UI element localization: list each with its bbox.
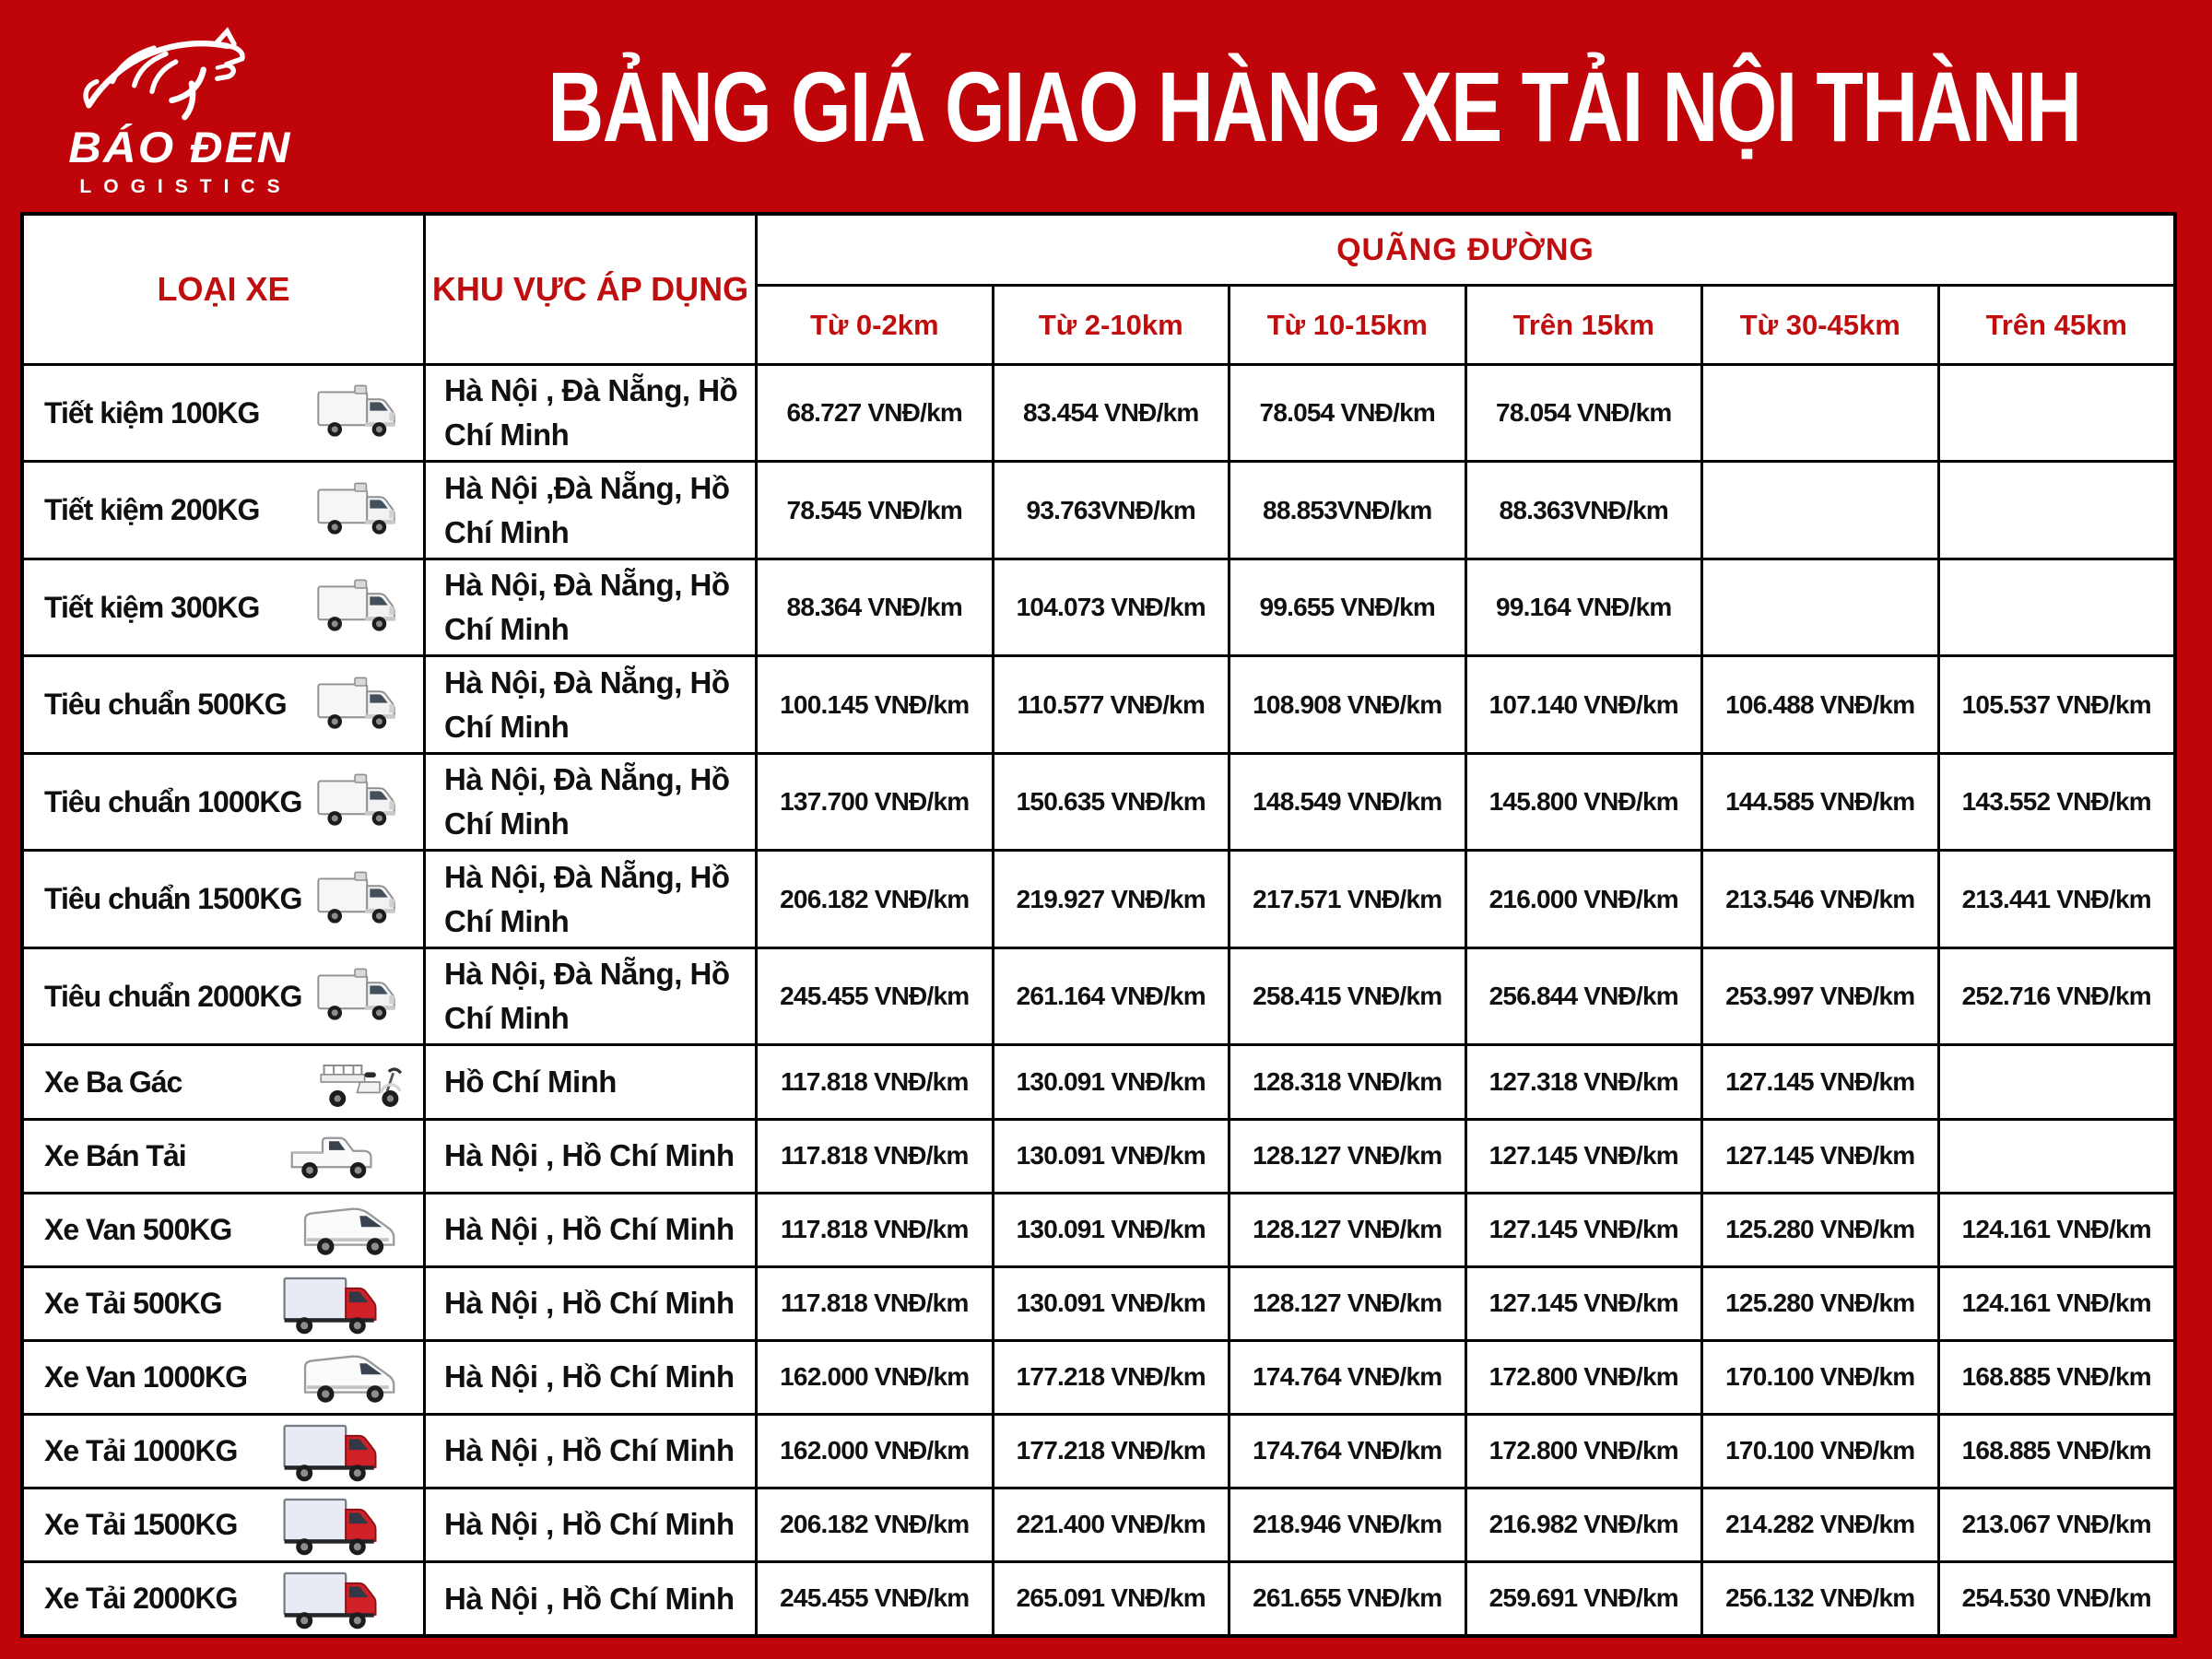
price-cell: 128.127 VNĐ/km <box>1230 1121 1465 1192</box>
price-cell: 68.727 VNĐ/km <box>758 366 992 460</box>
price-cell: 218.946 VNĐ/km <box>1230 1489 1465 1560</box>
vehicle-cell <box>24 657 423 752</box>
price-cell: 127.145 VNĐ/km <box>1467 1121 1701 1192</box>
price-cell: 265.091 VNĐ/km <box>994 1563 1229 1634</box>
price-cell: 124.161 VNĐ/km <box>1940 1194 2174 1265</box>
van-icon <box>294 1343 408 1411</box>
price-cell: 144.585 VNĐ/km <box>1703 755 1937 849</box>
price-cell: 105.537 VNĐ/km <box>1940 657 2174 752</box>
price-cell: 130.091 VNĐ/km <box>994 1268 1229 1339</box>
distance-col-header-0: Từ 0-2km <box>758 287 992 363</box>
vehicle-name: Tiêu chuẩn 1500KG <box>44 882 302 916</box>
price-cell: 137.700 VNĐ/km <box>758 755 992 849</box>
vehicle-name: Tiêu chuẩn 2000KG <box>44 979 302 1013</box>
region-cell: Hà Nội, Đà Nẵng, Hồ Chí Minh <box>426 560 755 655</box>
vehicle-cell <box>24 1489 423 1560</box>
vehicle-name: Tiêu chuẩn 500KG <box>44 688 287 722</box>
vehicle-name: Xe Bán Tải <box>44 1138 186 1172</box>
price-cell: 261.655 VNĐ/km <box>1230 1563 1465 1634</box>
price-cell <box>1940 1046 2174 1117</box>
distance-col-header-3: Trên 15km <box>1467 287 1701 363</box>
price-cell: 245.455 VNĐ/km <box>758 1563 992 1634</box>
price-cell: 143.552 VNĐ/km <box>1940 755 2174 849</box>
region-cell: Hà Nội , Hồ Chí Minh <box>426 1416 755 1487</box>
region-cell: Hà Nội , Hồ Chí Minh <box>426 1563 755 1634</box>
vehicle-cell <box>24 1121 423 1192</box>
vehicle-name: Xe Tải 1500KG <box>44 1507 238 1541</box>
price-cell: 150.635 VNĐ/km <box>994 755 1229 849</box>
brand-tagline: LOGISTICS <box>79 175 292 197</box>
price-cell <box>1940 1121 2174 1192</box>
price-cell: 213.441 VNĐ/km <box>1940 852 2174 947</box>
vehicle-name: Tiết kiệm 200KG <box>44 493 260 527</box>
price-cell: 254.530 VNĐ/km <box>1940 1563 2174 1634</box>
price-cell: 130.091 VNĐ/km <box>994 1121 1229 1192</box>
box-truck-red-icon <box>253 1270 408 1336</box>
vehicle-name: Xe Tải 1000KG <box>44 1433 238 1467</box>
page-title: BẢNG GIÁ GIAO HÀNG XE TẢI NỘI THÀNH <box>547 50 2081 162</box>
region-column-header: KHU VỰC ÁP DỤNG <box>426 216 755 363</box>
price-cell: 172.800 VNĐ/km <box>1467 1416 1701 1487</box>
box-truck-red-icon <box>253 1491 408 1558</box>
vehicle-cell <box>24 949 423 1044</box>
price-cell: 216.000 VNĐ/km <box>1467 852 1701 947</box>
price-cell: 170.100 VNĐ/km <box>1703 1342 1937 1413</box>
vehicle-name: Xe Van 1000KG <box>44 1359 248 1394</box>
box-truck-white-icon <box>314 770 408 834</box>
region-cell: Hồ Chí Minh <box>426 1046 755 1117</box>
price-cell: 252.716 VNĐ/km <box>1940 949 2174 1044</box>
box-truck-white-icon <box>314 575 408 640</box>
box-truck-white-icon <box>314 381 408 445</box>
price-cell: 162.000 VNĐ/km <box>758 1416 992 1487</box>
vehicle-cell <box>24 1342 423 1413</box>
panther-logo-icon <box>65 20 295 129</box>
vehicle-cell <box>24 463 423 558</box>
price-cell: 130.091 VNĐ/km <box>994 1046 1229 1117</box>
price-cell: 177.218 VNĐ/km <box>994 1342 1229 1413</box>
distance-col-header-1: Từ 2-10km <box>994 287 1229 363</box>
vehicle-cell <box>24 755 423 849</box>
price-cell: 168.885 VNĐ/km <box>1940 1416 2174 1487</box>
region-cell: Hà Nội, Đà Nẵng, Hồ Chí Minh <box>426 949 755 1044</box>
vehicle-cell <box>24 852 423 947</box>
price-cell: 128.127 VNĐ/km <box>1230 1194 1465 1265</box>
price-cell: 206.182 VNĐ/km <box>758 852 992 947</box>
price-cell: 128.318 VNĐ/km <box>1230 1046 1465 1117</box>
vehicle-column-header: LOẠI XE <box>24 216 423 363</box>
price-cell: 127.145 VNĐ/km <box>1703 1121 1937 1192</box>
region-cell: Hà Nội , Hồ Chí Minh <box>426 1489 755 1560</box>
vehicle-name: Xe Tải 500KG <box>44 1286 222 1320</box>
price-cell: 117.818 VNĐ/km <box>758 1046 992 1117</box>
pickup-icon <box>263 1124 408 1188</box>
vehicle-cell <box>24 560 423 655</box>
price-cell: 127.145 VNĐ/km <box>1703 1046 1937 1117</box>
region-cell: Hà Nội , Hồ Chí Minh <box>426 1342 755 1413</box>
price-cell: 256.132 VNĐ/km <box>1703 1563 1937 1634</box>
price-cell: 245.455 VNĐ/km <box>758 949 992 1044</box>
price-cell: 78.054 VNĐ/km <box>1230 366 1465 460</box>
price-cell: 174.764 VNĐ/km <box>1230 1342 1465 1413</box>
region-cell: Hà Nội , Hồ Chí Minh <box>426 1121 755 1192</box>
price-cell: 206.182 VNĐ/km <box>758 1489 992 1560</box>
price-cell: 216.982 VNĐ/km <box>1467 1489 1701 1560</box>
price-cell: 99.164 VNĐ/km <box>1467 560 1701 655</box>
box-truck-white-icon <box>314 478 408 543</box>
region-cell: Hà Nội , Hồ Chí Minh <box>426 1268 755 1339</box>
price-cell: 130.091 VNĐ/km <box>994 1194 1229 1265</box>
header-banner <box>0 0 2212 212</box>
van-icon <box>294 1195 408 1264</box>
vehicle-cell <box>24 1194 423 1265</box>
price-cell: 162.000 VNĐ/km <box>758 1342 992 1413</box>
price-cell <box>1940 366 2174 460</box>
price-cell: 145.800 VNĐ/km <box>1467 755 1701 849</box>
vehicle-cell <box>24 1046 423 1117</box>
price-cell: 128.127 VNĐ/km <box>1230 1268 1465 1339</box>
price-cell: 256.844 VNĐ/km <box>1467 949 1701 1044</box>
trike-icon <box>318 1051 408 1113</box>
price-cell: 78.545 VNĐ/km <box>758 463 992 558</box>
price-cell: 214.282 VNĐ/km <box>1703 1489 1937 1560</box>
price-cell: 107.140 VNĐ/km <box>1467 657 1701 752</box>
vehicle-name: Tiêu chuẩn 1000KG <box>44 784 302 818</box>
price-cell: 124.161 VNĐ/km <box>1940 1268 2174 1339</box>
price-cell: 213.067 VNĐ/km <box>1940 1489 2174 1560</box>
price-cell: 217.571 VNĐ/km <box>1230 852 1465 947</box>
price-cell <box>1703 463 1937 558</box>
price-cell: 177.218 VNĐ/km <box>994 1416 1229 1487</box>
price-cell <box>1940 463 2174 558</box>
box-truck-white-icon <box>314 964 408 1029</box>
vehicle-name: Xe Van 500KG <box>44 1212 232 1246</box>
box-truck-white-icon <box>314 673 408 737</box>
price-cell: 88.363VNĐ/km <box>1467 463 1701 558</box>
price-cell: 170.100 VNĐ/km <box>1703 1416 1937 1487</box>
price-cell: 100.145 VNĐ/km <box>758 657 992 752</box>
price-cell: 117.818 VNĐ/km <box>758 1121 992 1192</box>
price-cell: 78.054 VNĐ/km <box>1467 366 1701 460</box>
box-truck-white-icon <box>314 867 408 932</box>
brand-logo <box>37 20 323 198</box>
box-truck-red-icon <box>253 1418 408 1484</box>
distance-group-header: QUÃNG ĐƯỜNG <box>758 216 2173 284</box>
price-cell: 108.908 VNĐ/km <box>1230 657 1465 752</box>
price-cell: 261.164 VNĐ/km <box>994 949 1229 1044</box>
distance-col-header-2: Từ 10-15km <box>1230 287 1465 363</box>
region-cell: Hà Nội ,Đà Nẵng, Hồ Chí Minh <box>426 463 755 558</box>
region-cell: Hà Nội, Đà Nẵng, Hồ Chí Minh <box>426 657 755 752</box>
brand-name: BÁO ĐEN <box>67 122 292 171</box>
price-cell: 168.885 VNĐ/km <box>1940 1342 2174 1413</box>
vehicle-name: Xe Ba Gác <box>44 1065 182 1099</box>
price-cell <box>1940 560 2174 655</box>
price-cell: 172.800 VNĐ/km <box>1467 1342 1701 1413</box>
price-cell: 125.280 VNĐ/km <box>1703 1268 1937 1339</box>
price-cell: 104.073 VNĐ/km <box>994 560 1229 655</box>
box-truck-red-icon <box>253 1565 408 1631</box>
price-cell: 258.415 VNĐ/km <box>1230 949 1465 1044</box>
price-cell: 110.577 VNĐ/km <box>994 657 1229 752</box>
price-cell: 213.546 VNĐ/km <box>1703 852 1937 947</box>
price-cell: 174.764 VNĐ/km <box>1230 1416 1465 1487</box>
region-cell: Hà Nội, Đà Nẵng, Hồ Chí Minh <box>426 852 755 947</box>
price-cell: 88.853VNĐ/km <box>1230 463 1465 558</box>
price-cell: 127.318 VNĐ/km <box>1467 1046 1701 1117</box>
region-cell: Hà Nội, Đà Nẵng, Hồ Chí Minh <box>426 755 755 849</box>
vehicle-cell <box>24 1416 423 1487</box>
price-cell: 221.400 VNĐ/km <box>994 1489 1229 1560</box>
price-cell: 148.549 VNĐ/km <box>1230 755 1465 849</box>
price-cell: 93.763VNĐ/km <box>994 463 1229 558</box>
price-cell: 117.818 VNĐ/km <box>758 1268 992 1339</box>
region-cell: Hà Nội , Hồ Chí Minh <box>426 1194 755 1265</box>
price-cell: 259.691 VNĐ/km <box>1467 1563 1701 1634</box>
price-cell: 106.488 VNĐ/km <box>1703 657 1937 752</box>
price-cell: 253.997 VNĐ/km <box>1703 949 1937 1044</box>
price-cell: 83.454 VNĐ/km <box>994 366 1229 460</box>
price-cell: 117.818 VNĐ/km <box>758 1194 992 1265</box>
vehicle-name: Tiết kiệm 300KG <box>44 590 260 624</box>
vehicle-name: Xe Tải 2000KG <box>44 1581 238 1615</box>
price-cell <box>1703 366 1937 460</box>
price-cell <box>1703 560 1937 655</box>
vehicle-cell <box>24 1563 423 1634</box>
vehicle-cell <box>24 1268 423 1339</box>
price-cell: 219.927 VNĐ/km <box>994 852 1229 947</box>
vehicle-cell <box>24 366 423 460</box>
price-cell: 127.145 VNĐ/km <box>1467 1194 1701 1265</box>
region-cell: Hà Nội , Đà Nẵng, Hồ Chí Minh <box>426 366 755 460</box>
vehicle-name: Tiết kiệm 100KG <box>44 395 260 429</box>
price-cell: 99.655 VNĐ/km <box>1230 560 1465 655</box>
price-table <box>20 212 2177 1638</box>
price-cell: 88.364 VNĐ/km <box>758 560 992 655</box>
distance-col-header-5: Trên 45km <box>1940 287 2174 363</box>
price-cell: 127.145 VNĐ/km <box>1467 1268 1701 1339</box>
price-cell: 125.280 VNĐ/km <box>1703 1194 1937 1265</box>
distance-col-header-4: Từ 30-45km <box>1703 287 1937 363</box>
